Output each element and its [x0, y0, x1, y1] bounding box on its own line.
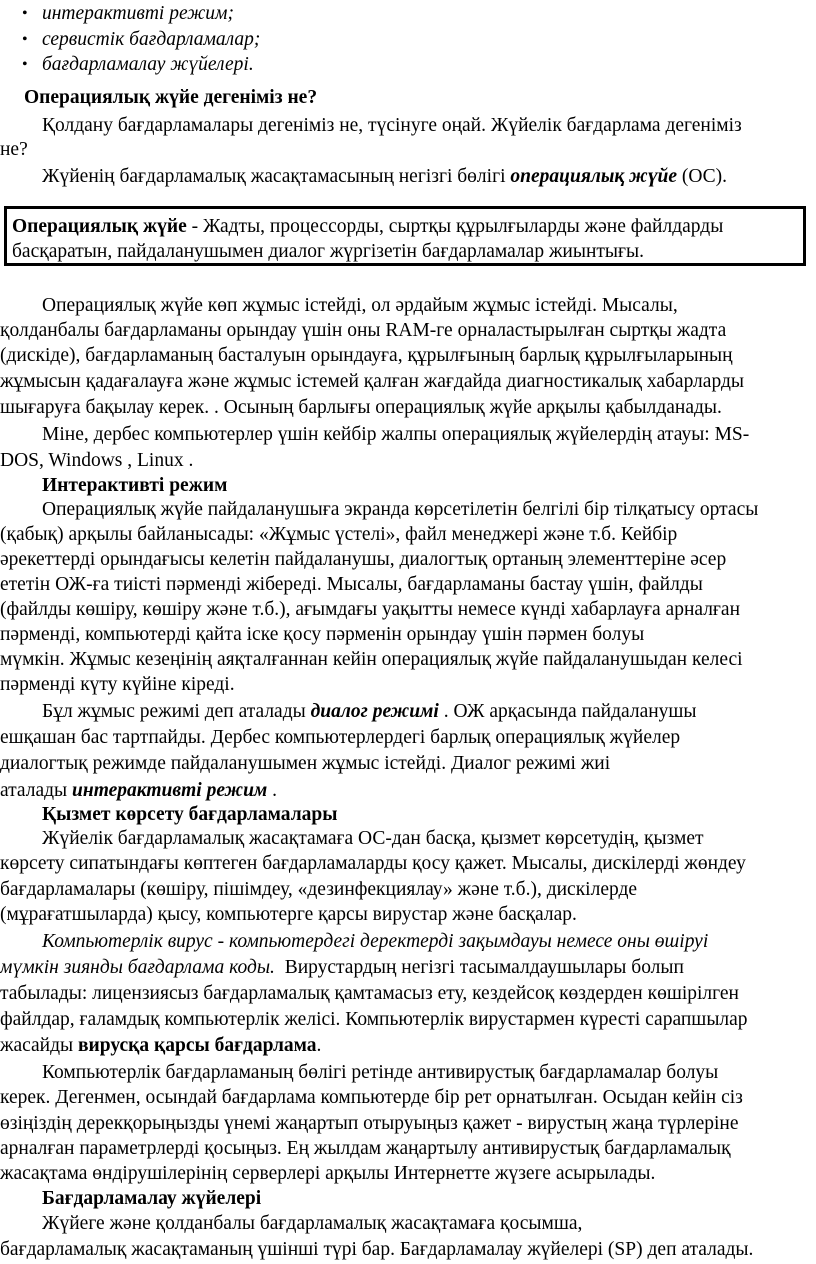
paragraph-line: ететін ОЖ-ға тиісті пәрменді жібереді. Мысалы, бағдарламаны бастау үшін, файлды: [0, 574, 703, 595]
term-interactive-mode: интерактивті режим: [72, 780, 268, 801]
heading-service-programs: Қызмет көрсету бағдарламалары: [42, 804, 338, 825]
paragraph-line: Операциялық жүйе көп жұмыс істейді, ол әрдайым жұмыс істейді. Мысалы,: [42, 295, 678, 316]
bullet-item: • сервистік бағдарламалар;: [42, 28, 260, 52]
paragraph-line: көрсету сипатындағы көптеген бағдарламаларды қосу қажет. Мысалы, дискілерді жөндеу: [0, 853, 746, 874]
heading-programming-systems: Бағдарламалау жүйелері: [42, 1188, 262, 1209]
paragraph-line: (дискіде), бағдарламаның басталуын орындауға, құрылғының барлық құрылғыларының: [0, 345, 733, 366]
term-os: операциялық жүйе: [510, 166, 677, 187]
bullet-item: • интерактивті режим;: [42, 2, 234, 26]
paragraph-line: (мұрағатшыларда) қысу, компьютерге қарсы вирустар және басқалар.: [0, 904, 577, 925]
paragraph-line: Компьютерлік бағдарламаның бөлігі ретінде антивирустық бағдарламалар болуы: [42, 1062, 719, 1083]
paragraph-line: Міне, дербес компьютерлер үшін кейбір жалпы операциялық жүйелердің атауы: MS-: [42, 424, 750, 445]
paragraph-line: (файлды көшіру, көшіру және т.б.), ағымдағы уақытты немесе күнді хабарлауға арналған: [0, 599, 741, 620]
paragraph-line: диалогтық режимде пайдаланушымен жұмыс істейді. Диалог режимі жиі: [0, 753, 611, 774]
paragraph-line: DOS, Windows , Linux .: [0, 450, 194, 471]
definition-line: Операциялық жүйе - Жадты, процессорды, сыртқы құрылғыларды және файлдарды: [12, 216, 724, 237]
definition-line: басқаратын, пайдаланушымен диалог жүргізетін бағдарламалар жиынтығы.: [12, 241, 644, 262]
virus-definition-line: Компьютерлік вирус - компьютердегі деректерді зақымдауы немесе оны өшіруі: [42, 931, 709, 952]
paragraph-line: пәрменді, компьютерді қайта іске қосу пәрменін орындау үшін пәрмен болуы: [0, 624, 645, 645]
paragraph-line: аталады интерактивті режим .: [0, 780, 278, 801]
paragraph-line: қолданбалы бағдарламаны орындау үшін оны RAM-ге орналастырылған сыртқы жадта: [0, 320, 727, 341]
heading-interactive-mode: Интерактивті режим: [42, 475, 228, 496]
paragraph-line: жасайды вирусқа қарсы бағдарлама.: [0, 1035, 322, 1056]
definition-term: Операциялық жүйе: [12, 216, 187, 237]
paragraph-line: керек. Дегенмен, осындай бағдарлама компьютерде бір рет орнатылған. Осыдан кейін сіз: [0, 1087, 743, 1108]
paragraph-line: жұмысын қадағалауға және жұмыс істемей қалған жағдайда диагностикалық хабарларды: [0, 371, 744, 392]
paragraph-line: Бұл жұмыс режимі деп аталады диалог режимі . ОЖ арқасында пайдаланушы: [42, 701, 697, 722]
paragraph-line: мүмкін. Жұмыс кезеңінің аяқталғаннан кейін операциялық жүйе пайдаланушыдан келесі: [0, 649, 743, 670]
paragraph-line: (қабық) арқылы байланысады: «Жұмыс үстелі», файл менеджері және т.б. Кейбір: [0, 524, 678, 545]
intro-line: Жүйенің бағдарламалық жасақтамасының негізгі бөлігі операциялық жүйе (ОС).: [42, 166, 728, 187]
term-dialog-mode: диалог режимі: [310, 701, 439, 722]
paragraph-line: ешқашан бас тартпайды. Дербес компьютерлердегі барлық операциялық жүйелер: [0, 727, 681, 748]
paragraph-line: Операциялық жүйе пайдаланушыға экранда көрсетілетін белгілі бір тілқатысу ортасы: [42, 499, 759, 520]
virus-definition-line: мүмкін зиянды бағдарлама коды.: [0, 957, 275, 978]
paragraph-line: пәрменді күту күйіне кіреді.: [0, 674, 235, 695]
paragraph-line: файлдар, ғаламдық компьютерлік желісі. Компьютерлік вирустармен күресті сарапшылар: [0, 1009, 748, 1030]
paragraph-line: әрекеттерді орындағысы келетін пайдаланушы, диалогтық ортаның элементтеріне әсер: [0, 549, 727, 570]
intro-line: не?: [0, 139, 28, 160]
intro-line: Қолдану бағдарламалары дегеніміз не, түсінуге оңай. Жүйелік бағдарлама дегеніміз: [42, 115, 742, 136]
paragraph-line: мүмкін зиянды бағдарлама коды. Вирустардың негізгі тасымалдаушылары болып: [0, 957, 684, 978]
paragraph-line: табылады: лицензиясыз бағдарламалық қамтамасыз ету, кездейсоқ көздерден көшірілген: [0, 983, 739, 1004]
paragraph-line: арналған параметрлерді қосыңыз. Ең жылдам жаңартылу антивирустық бағдарламалық: [0, 1138, 731, 1159]
paragraph-line: бағдарламалары (көшіру, пішімдеу, «дезинфекциялау» және т.б.), дискілерде: [0, 879, 638, 900]
paragraph-line: өзіңіздің дерекқорыңызды үнемі жаңартып отыруыңыз қажет - вирустың жаңа түрлеріне: [0, 1113, 739, 1134]
heading-what-is-os: Операциялық жүйе дегеніміз не?: [24, 87, 318, 108]
paragraph-line: жасақтама өндірушілерінің серверлері арқылы Интернетте жүзеге асырылады.: [0, 1163, 656, 1184]
paragraph-line: Жүйелік бағдарламалық жасақтамаға ОС-дан басқа, қызмет көрсетудің, қызмет: [42, 828, 704, 849]
bullet-item: • бағдарламалау жүйелері.: [42, 53, 254, 77]
paragraph-line: Жүйеге және қолданбалы бағдарламалық жасақтамаға қосымша,: [42, 1213, 583, 1234]
paragraph-line: бағдарламалық жасақтаманың үшінші түрі бар. Бағдарламалау жүйелері (SP) деп аталады.: [0, 1239, 754, 1260]
term-antivirus: вирусқа қарсы бағдарлама: [78, 1035, 317, 1056]
paragraph-line: шығаруға бақылау керек. . Осының барлығы операциялық жүйе арқылы қабылданады.: [0, 397, 722, 418]
